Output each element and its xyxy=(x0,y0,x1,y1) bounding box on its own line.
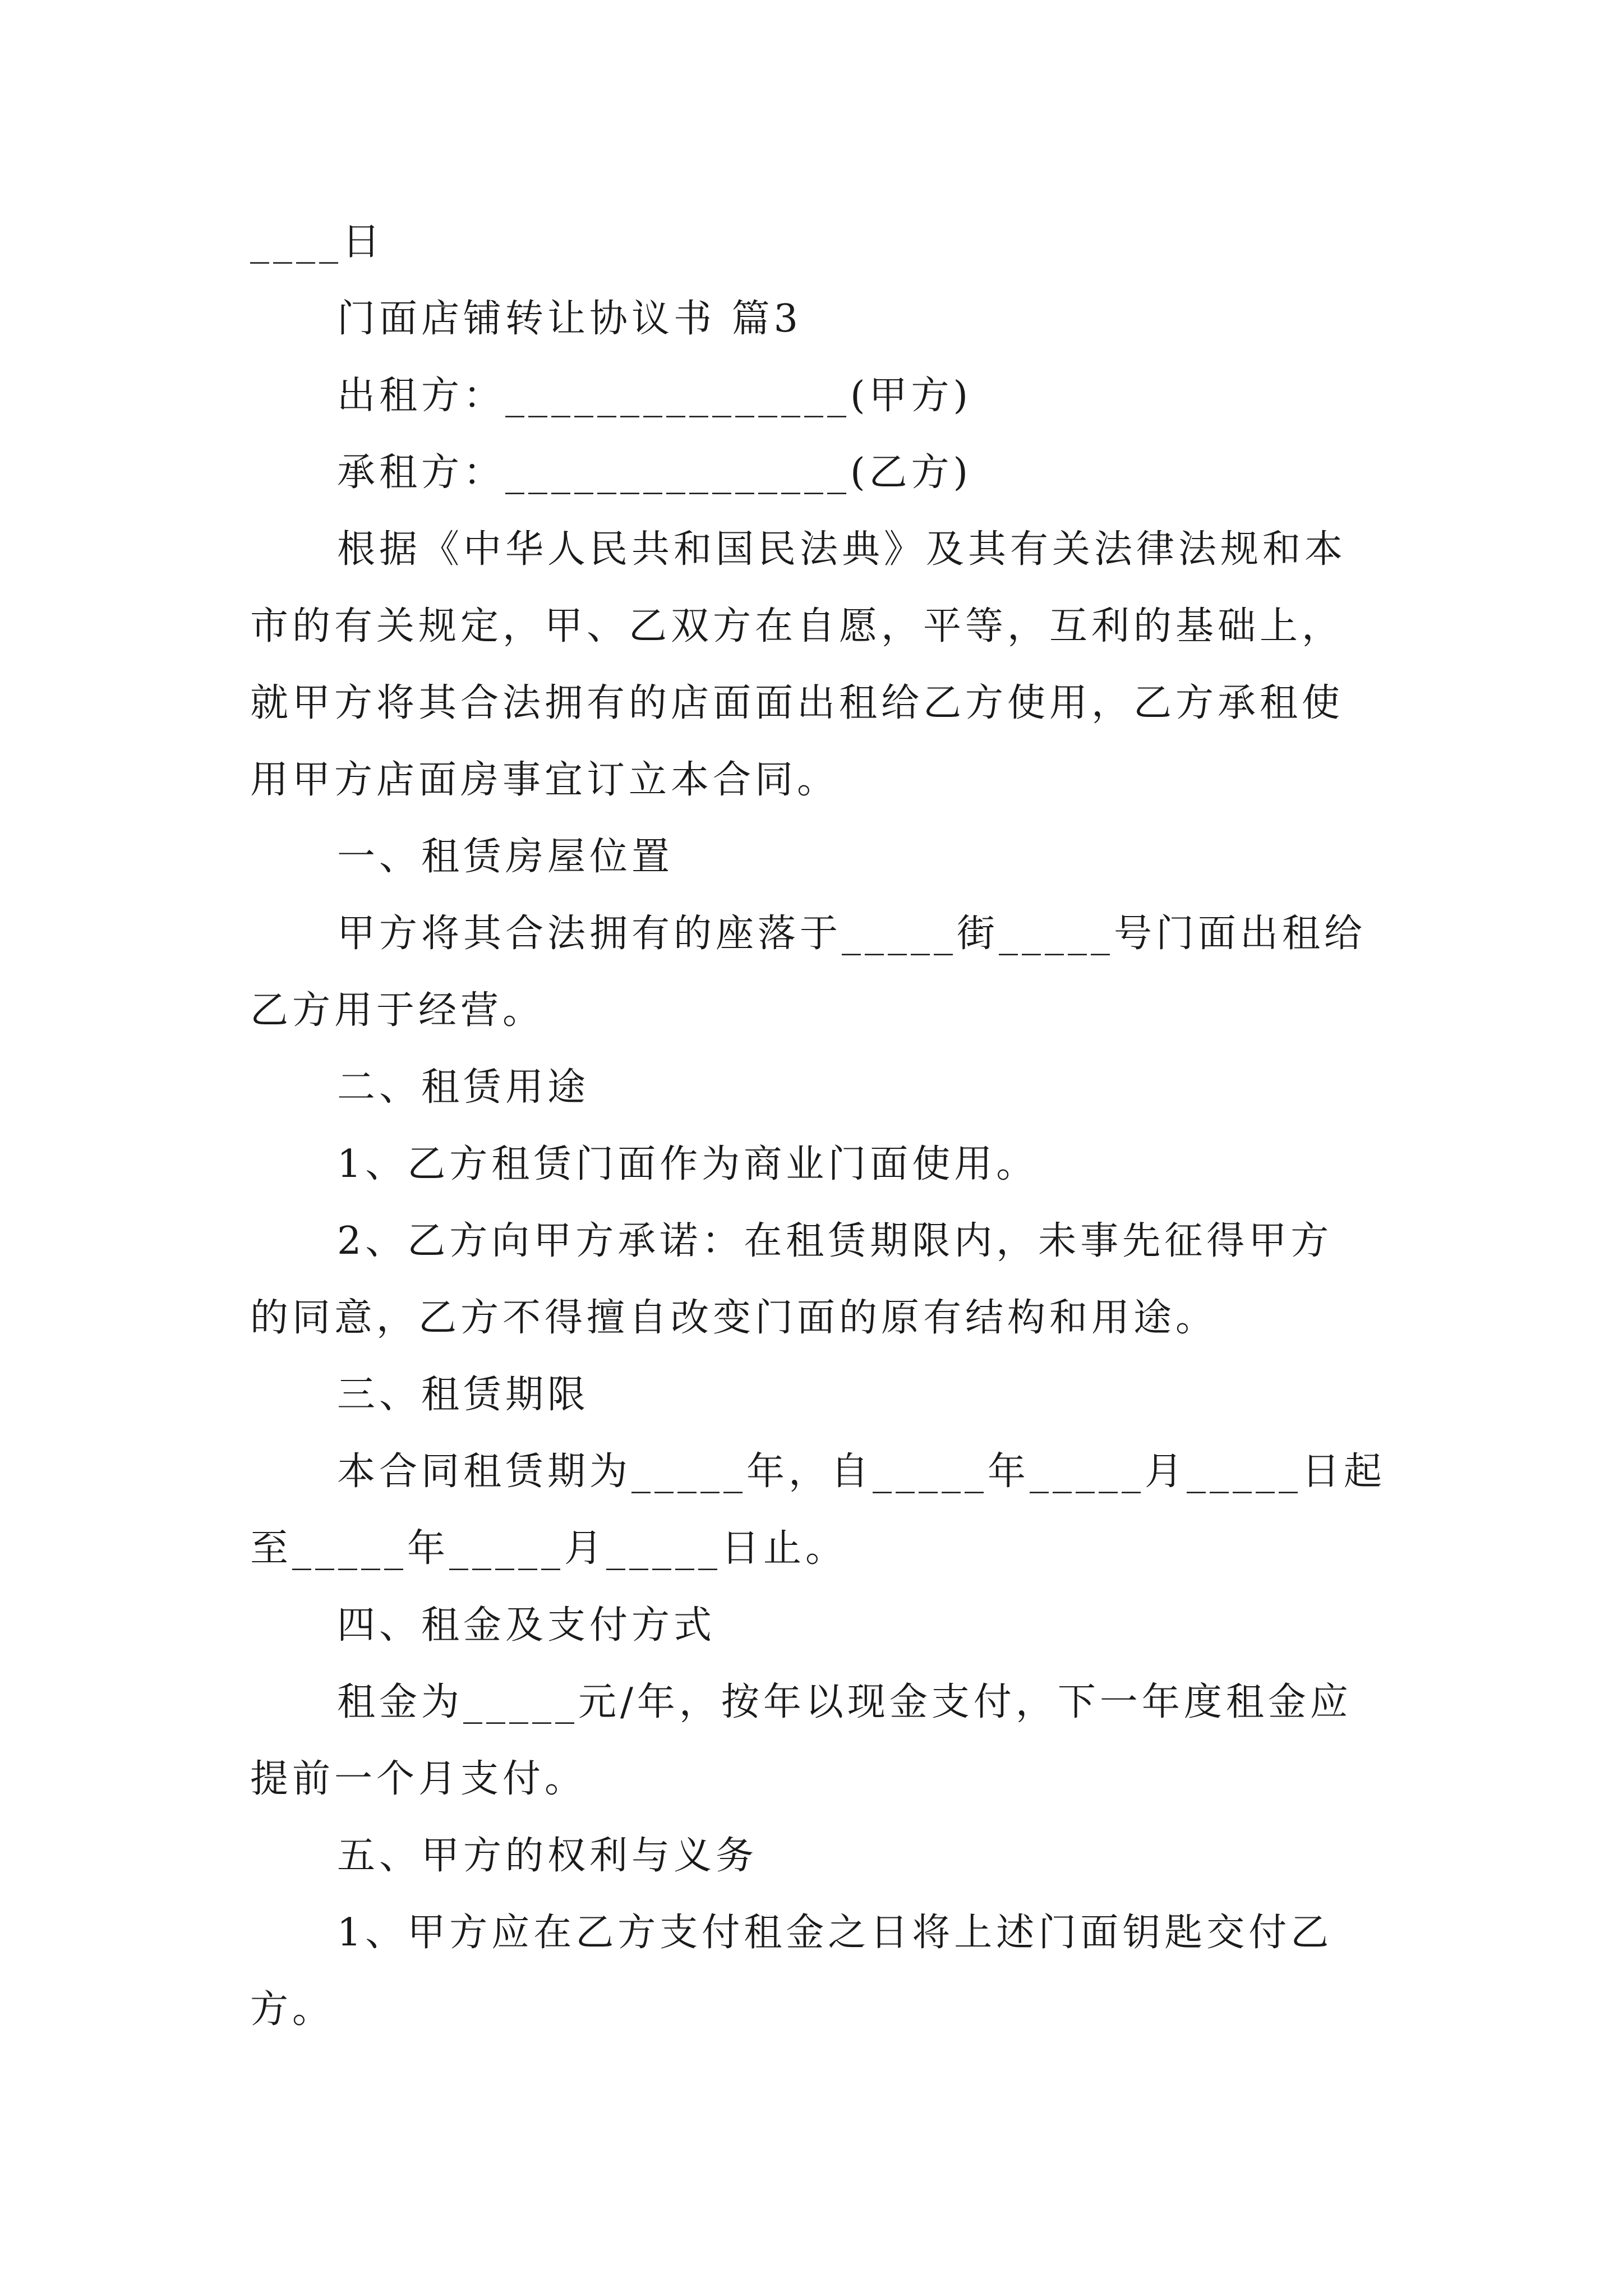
location-line-1: 甲方将其合法拥有的座落于_____街_____号门面出租给 xyxy=(337,912,1367,956)
lessor-line: 出租方：_______________(甲方) xyxy=(337,374,972,418)
heading-term: 三、租赁期限 xyxy=(337,1373,590,1417)
section-title: 门面店铺转让协议书 篇3 xyxy=(337,297,802,341)
location-line-2: 乙方用于经营。 xyxy=(250,988,545,1033)
preamble-line-1: 根据《中华人民共和国民法典》及其有关法律法规和本 xyxy=(337,527,1347,572)
text-line-date-fragment: ____日 xyxy=(250,220,385,264)
usage-item-2-line-1: 2、乙方向甲方承诺：在租赁期限内，未事先征得甲方 xyxy=(337,1219,1333,1263)
duty-item-1-line-2: 方。 xyxy=(250,1987,335,2032)
duty-item-1-line-1: 1、甲方应在乙方支付租金之日将上述门面钥匙交付乙 xyxy=(337,1911,1333,1955)
heading-usage: 二、租赁用途 xyxy=(337,1065,590,1110)
term-line-1: 本合同租赁期为_____年，自_____年_____月_____日起 xyxy=(337,1450,1386,1494)
heading-lessor-duties: 五、甲方的权利与义务 xyxy=(337,1834,758,1878)
preamble-line-3: 就甲方将其合法拥有的店面面出租给乙方使用，乙方承租使 xyxy=(250,681,1344,725)
heading-location: 一、租赁房屋位置 xyxy=(337,835,674,879)
preamble-line-4: 用甲方店面房事宜订立本合同。 xyxy=(250,758,840,802)
lessee-line: 承租方：_______________(乙方) xyxy=(337,450,972,495)
preamble-line-2: 市的有关规定，甲、乙双方在自愿，平等，互利的基础上， xyxy=(250,604,1344,648)
usage-item-1: 1、乙方租赁门面作为商业门面使用。 xyxy=(337,1142,1039,1186)
heading-rent: 四、租金及支付方式 xyxy=(337,1603,716,1648)
term-line-2: 至_____年_____月_____日止。 xyxy=(250,1526,848,1571)
usage-item-2-line-2: 的同意，乙方不得擅自改变门面的原有结构和用途。 xyxy=(250,1296,1218,1340)
rent-line-2: 提前一个月支付。 xyxy=(250,1757,587,1801)
rent-line-1: 租金为_____元/年，按年以现金支付，下一年度租金应 xyxy=(337,1680,1352,1724)
